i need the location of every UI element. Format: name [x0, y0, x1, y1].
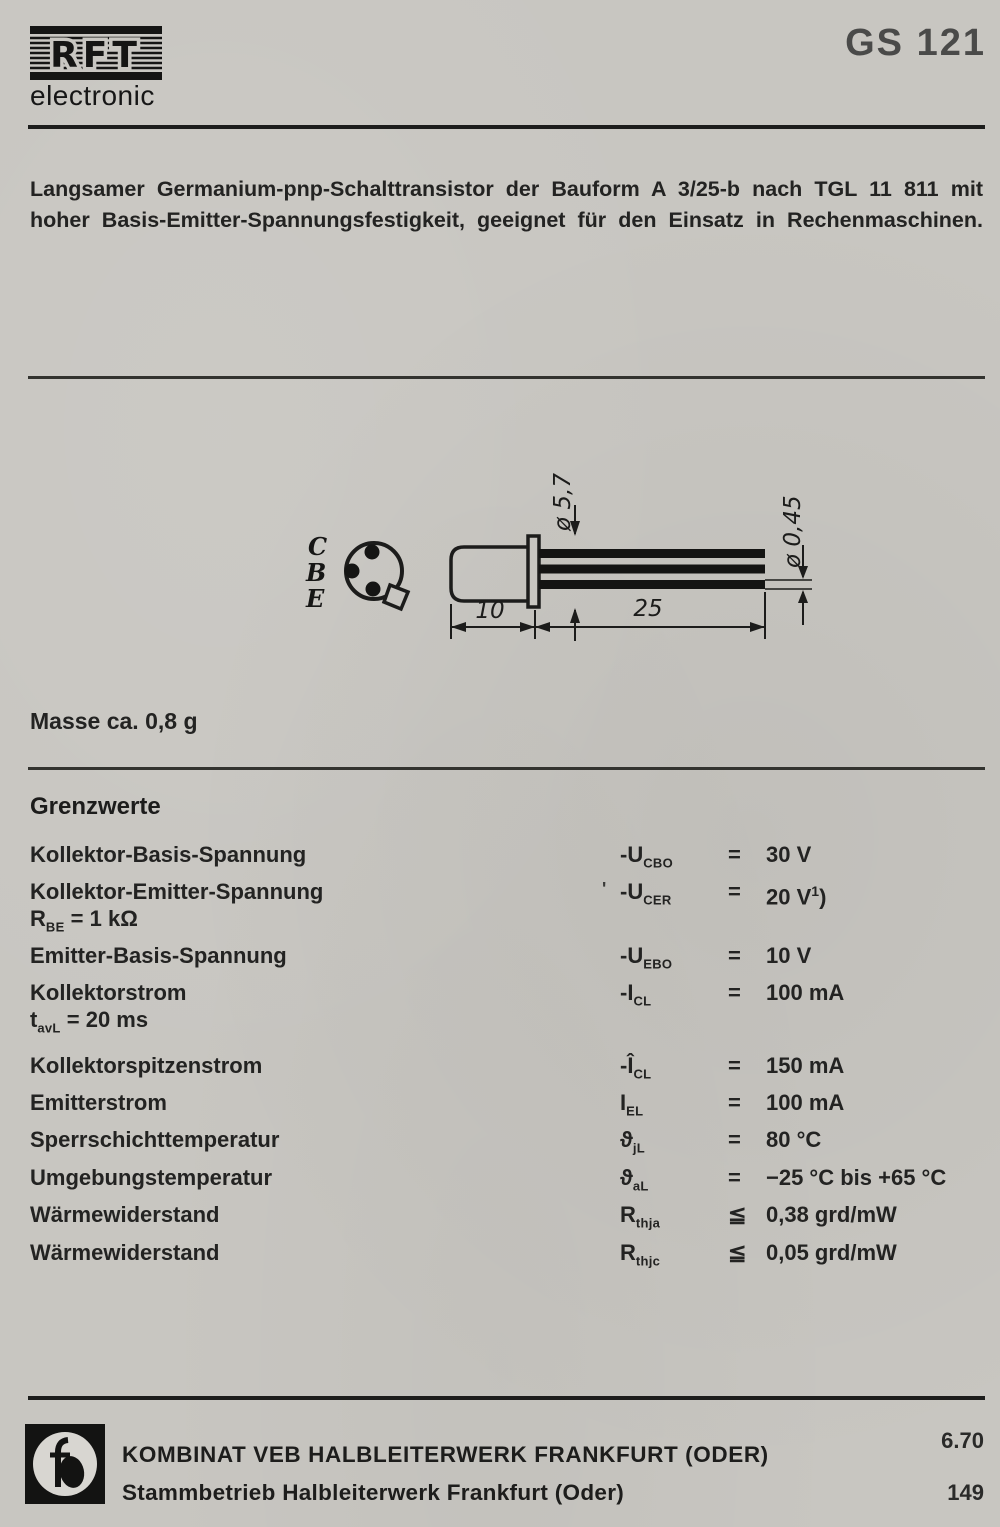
limit-value: 0,05 grd/mW	[766, 1239, 897, 1265]
limit-relation: =	[728, 980, 741, 1006]
dim-flange-label: ø 5,7	[550, 473, 576, 531]
limit-symbol: $R_{thjc}$	[620, 1239, 661, 1268]
pin-label-b: B	[306, 558, 327, 587]
mass-note: Masse ca. 0,8 g	[30, 708, 198, 734]
limit-symbol: $-I_{CL}$	[620, 980, 652, 1009]
limit-label: Kollektorstrom $t_{avL} = 20$ ms	[30, 980, 187, 1036]
limit-label: Wärmewiderstand	[30, 1202, 220, 1228]
limit-value: 20 $V^1$)	[766, 883, 827, 910]
limit-relation: ≦	[728, 1239, 747, 1265]
description-paragraph: Langsamer Germanium-pnp-Schalttransistor der Bauform A 3/25-b nach TGL 11 811 mit hoher Basis-Emitter-Spannungsfestigkeit, geeignet für den Einsatz in Rechenmaschinen.	[30, 176, 983, 232]
lead-collector	[539, 549, 765, 558]
side-view	[451, 536, 765, 607]
limit-label: Wärmewiderstand	[30, 1239, 220, 1265]
flange	[528, 536, 539, 607]
dim-lead-dia-label: ø 0,45	[780, 495, 806, 568]
limit-symbol: ' $-U_{CER}$	[620, 877, 728, 914]
limits-heading: Grenzwerte	[30, 793, 161, 820]
table-row	[30, 1200, 985, 1237]
table-row	[30, 1125, 985, 1162]
footer-divider	[28, 1396, 985, 1400]
limit-symbol: $R_{thja}$	[620, 1202, 661, 1231]
limit-value: 100 mA	[766, 980, 845, 1006]
lead-emitter	[539, 580, 765, 589]
rft-logo-text: RFT	[50, 35, 142, 76]
table-row	[30, 1088, 985, 1125]
table-row	[30, 877, 985, 940]
rft-logo-icon	[30, 26, 162, 80]
print-artifact: '	[602, 879, 607, 900]
limit-relation: =	[728, 1164, 741, 1190]
pinout-diagram	[305, 532, 408, 613]
manufacturer-plant: Stammbetrieb Halbleiterwerk Frankfurt (Oder)	[122, 1480, 625, 1505]
limit-label: Umgebungstemperatur	[30, 1164, 273, 1190]
limit-relation: =	[728, 1052, 741, 1078]
lead-base	[539, 565, 765, 574]
brand-subtitle: electronic	[30, 80, 155, 111]
limit-value: 100 mA	[766, 1089, 845, 1115]
limit-relation: =	[728, 842, 741, 867]
limit-relation: ≦	[728, 1202, 747, 1228]
limit-relation: =	[728, 879, 741, 905]
transistor-outline-drawing	[0, 420, 1000, 710]
table-row	[30, 1238, 985, 1275]
limits-table	[30, 840, 985, 1275]
limit-label: Emitterstrom	[30, 1089, 167, 1115]
limit-value: 0,38 grd/mW	[766, 1202, 897, 1228]
hfo-logo	[25, 1424, 105, 1509]
dim-lead-dia-ext	[765, 580, 812, 589]
dim-10-arrow-left	[451, 622, 466, 632]
hfo-logo-icon	[25, 1424, 105, 1504]
table-row	[30, 840, 985, 877]
manufacturer-name: KOMBINAT VEB HALBLEITERWERK FRANKFURT (ODER)	[122, 1442, 769, 1467]
pin-dot-c	[365, 545, 380, 560]
limit-label: Emitter-Basis-Spannung	[30, 942, 287, 968]
section-divider-limits	[28, 767, 985, 770]
footnote-marker: 1	[811, 883, 820, 900]
dim-25-arrow-right	[750, 622, 765, 632]
part-number: GS 121	[845, 22, 986, 64]
limit-label: Kollektor-Basis-Spannung	[30, 842, 307, 867]
limit-relation: =	[728, 942, 741, 968]
limit-symbol: $ϑ_{aL}$	[620, 1164, 649, 1194]
case-tab	[384, 585, 408, 609]
dim-25-arrow-left	[535, 622, 550, 632]
limit-symbol: $ϑ_{jL}$	[620, 1127, 645, 1156]
dim-10-arrow-right	[520, 622, 535, 632]
table-row	[30, 978, 985, 1041]
rft-logo	[30, 26, 162, 85]
table-row	[30, 941, 985, 978]
transistor-body	[451, 547, 528, 601]
pin-dot-e	[366, 582, 381, 597]
limit-label: Kollektorspitzenstrom	[30, 1052, 263, 1078]
limit-relation: =	[728, 1089, 741, 1115]
table-row	[30, 1163, 985, 1200]
pin-dot-b	[345, 564, 360, 579]
limit-symbol: $-U_{CBO}$	[620, 842, 674, 871]
page-number: 149	[947, 1480, 984, 1505]
pin-label-e: E	[306, 584, 325, 613]
limit-value: 80 °C	[766, 1127, 822, 1153]
limit-value: −25 °C bis +65 °C	[766, 1164, 947, 1190]
section-divider-top	[28, 376, 985, 379]
limit-symbol: $-U_{EBO}$	[620, 942, 673, 972]
dim-flange-arrow-bottom	[570, 608, 580, 623]
table-row	[30, 1051, 985, 1088]
limit-symbol: $-Î_{CL}$	[620, 1052, 652, 1081]
limit-relation: =	[728, 1127, 741, 1153]
limit-label: Sperrschichttemperatur	[30, 1127, 280, 1153]
limit-value: 30 V	[766, 842, 812, 867]
limit-value: 150 mA	[766, 1052, 845, 1078]
limit-label: Kollektor-Emitter-Spannung $R_{BE} = 1$ kΩ	[30, 879, 324, 935]
date-code: 6.70	[941, 1428, 984, 1453]
dim-body-length-label: 10	[475, 598, 505, 624]
limit-value: 10 V	[766, 942, 812, 968]
dim-lead-length-label: 25	[633, 596, 663, 622]
pin-label-c: C	[308, 532, 328, 561]
dim-lead-dia-arrow-bottom	[798, 590, 808, 603]
limit-symbol: $I_{EL}$	[620, 1089, 644, 1119]
header-divider	[28, 125, 985, 129]
